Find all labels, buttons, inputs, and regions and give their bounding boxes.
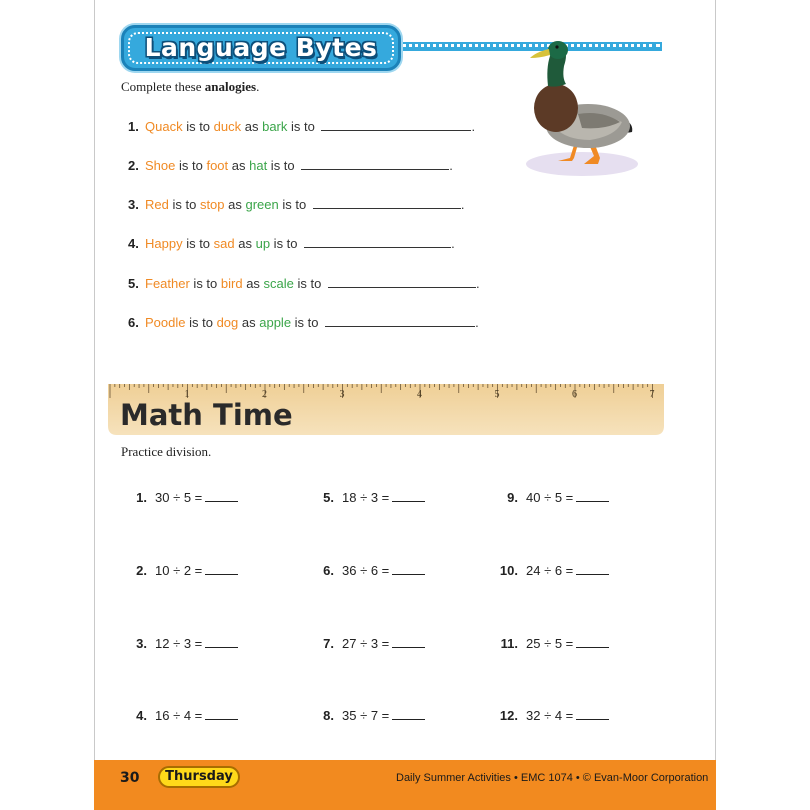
language-bytes-banner bbox=[121, 25, 401, 71]
answer-blank[interactable] bbox=[392, 491, 425, 502]
footer-credit: Daily Summer Activities • EMC 1074 • © Evan-Moor Corporation bbox=[396, 772, 709, 784]
answer-blank[interactable] bbox=[321, 118, 471, 131]
division-problem: 5. 18 ÷ 3 = bbox=[312, 490, 425, 505]
division-problem: 11. 25 ÷ 5 = bbox=[496, 636, 609, 651]
page-number: 30 bbox=[120, 770, 140, 786]
math-time-title: Math Time bbox=[120, 398, 293, 432]
answer-blank[interactable] bbox=[392, 564, 425, 575]
language-instruction: Complete these analogies. bbox=[121, 79, 260, 94]
ruler-number: 4 bbox=[417, 389, 422, 400]
answer-blank[interactable] bbox=[301, 157, 449, 170]
answer-blank[interactable] bbox=[205, 637, 238, 648]
division-problem: 3. 12 ÷ 3 = bbox=[125, 636, 238, 651]
division-problem: 9. 40 ÷ 5 = bbox=[496, 490, 609, 505]
answer-blank[interactable] bbox=[205, 709, 238, 720]
division-problem: 8. 35 ÷ 7 = bbox=[312, 708, 425, 723]
ruler-number: 7 bbox=[649, 389, 655, 400]
answer-blank[interactable] bbox=[205, 564, 238, 575]
division-problem: 6. 36 ÷ 6 = bbox=[312, 563, 425, 578]
division-problem: 2. 10 ÷ 2 = bbox=[125, 563, 238, 578]
analogy-row: 5. Feather is to bird as scale is to . bbox=[128, 276, 480, 291]
answer-blank[interactable] bbox=[313, 196, 461, 209]
analogy-row: 6. Poodle is to dog as apple is to . bbox=[128, 315, 479, 330]
duck-image bbox=[520, 30, 645, 180]
ruler-number: 1 bbox=[184, 389, 190, 400]
answer-blank[interactable] bbox=[576, 637, 609, 648]
ruler-number: 3 bbox=[339, 389, 345, 400]
answer-blank[interactable] bbox=[576, 491, 609, 502]
answer-blank[interactable] bbox=[328, 275, 476, 288]
ruler-number: 6 bbox=[572, 389, 577, 400]
answer-blank[interactable] bbox=[392, 637, 425, 648]
analogy-row: 4. Happy is to sad as up is to . bbox=[128, 236, 455, 251]
division-problem: 1. 30 ÷ 5 = bbox=[125, 490, 238, 505]
day-badge: Thursday bbox=[158, 766, 240, 788]
division-problem: 4. 16 ÷ 4 = bbox=[125, 708, 238, 723]
analogy-row: 3. Red is to stop as green is to . bbox=[128, 197, 465, 212]
math-instruction: Practice division. bbox=[121, 444, 212, 459]
answer-blank[interactable] bbox=[576, 564, 609, 575]
ruler-number: 2 bbox=[262, 389, 267, 400]
division-problem: 7. 27 ÷ 3 = bbox=[312, 636, 425, 651]
answer-blank[interactable] bbox=[304, 235, 451, 248]
answer-blank[interactable] bbox=[325, 314, 475, 327]
answer-blank[interactable] bbox=[205, 491, 238, 502]
answer-blank[interactable] bbox=[576, 709, 609, 720]
analogy-row: 1. Quack is to duck as bark is to . bbox=[128, 119, 476, 134]
answer-blank[interactable] bbox=[392, 709, 425, 720]
division-problem: 12. 32 ÷ 4 = bbox=[496, 708, 609, 723]
language-bytes-title: Language Bytes bbox=[144, 33, 378, 62]
analogy-row: 2. Shoe is to foot as hat is to . bbox=[128, 158, 453, 173]
division-problem: 10. 24 ÷ 6 = bbox=[496, 563, 609, 578]
ruler-number: 5 bbox=[494, 389, 500, 400]
